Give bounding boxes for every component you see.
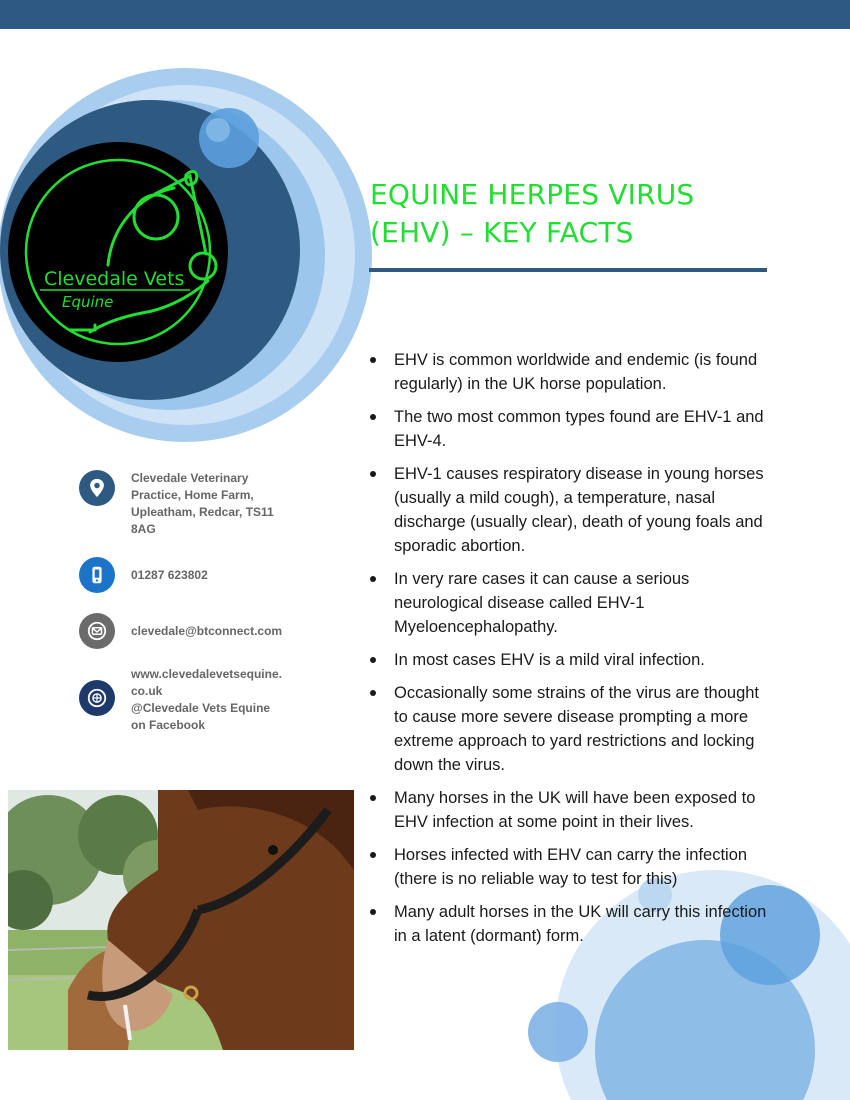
fact-item: The two most common types found are EHV-1 and EHV-4.	[367, 405, 767, 453]
email-link[interactable]: clevedale@btconnect.com	[131, 624, 283, 638]
fact-item: Horses infected with EHV can carry the infection (there is no reliable way to test for this)	[367, 843, 767, 891]
phone-icon	[79, 557, 115, 593]
title-line-2: (EHV) – KEY FACTS	[370, 216, 634, 249]
page-title	[370, 176, 790, 252]
address-text: Clevedale Veterinary Practice, Home Farm, Upleatham, Redcar, TS11 8AG	[131, 471, 274, 536]
title-underline	[369, 268, 767, 272]
logo-name: Clevedale Vets	[44, 268, 185, 290]
globe-icon	[79, 680, 115, 716]
location-pin-icon	[79, 470, 115, 506]
title-line-1: EQUINE HERPES VIRUS	[370, 178, 695, 211]
logo-subname: Equine	[62, 293, 114, 311]
envelope-icon	[79, 613, 115, 649]
fact-item: Occasionally some strains of the virus are thought to cause more severe disease prompting a more extreme approach to yard restrictions and locking down the virus.	[367, 681, 767, 777]
key-facts-list	[367, 348, 767, 957]
fact-item: EHV is common worldwide and endemic (is found regularly) in the UK horse population.	[367, 348, 767, 396]
fact-item: In very rare cases it can cause a serious neurological disease called EHV-1 Myeloencephalopathy.	[367, 567, 767, 639]
phone-text[interactable]: 01287 623802	[131, 568, 208, 582]
fact-item: Many adult horses in the UK will carry this infection in a latent (dormant) form.	[367, 900, 767, 948]
fact-item: In most cases EHV is a mild viral infection.	[367, 648, 767, 672]
fact-item: EHV-1 causes respiratory disease in young horses (usually a mild cough), a temperature, nasal discharge (usually clear), death of young foals and sporadic abortion.	[367, 462, 767, 558]
website-link[interactable]: www.clevedalevetsequine. co.uk @Clevedale Vets Equine on Facebook	[131, 667, 282, 732]
horse-photo	[8, 790, 354, 1050]
fact-item: Many horses in the UK will have been exposed to EHV infection at some point in their lives.	[367, 786, 767, 834]
